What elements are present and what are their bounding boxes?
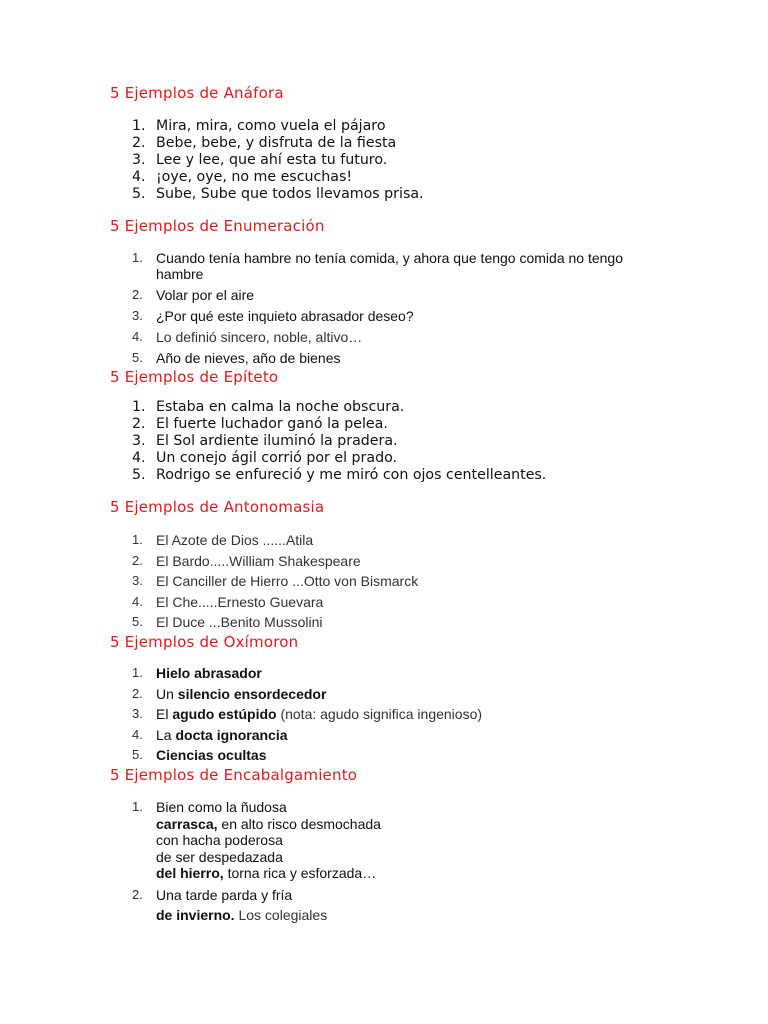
list-item: 4. ¡oye, oye, no me escuchas! [132, 169, 353, 185]
list-item: 2. Un silencio ensordecedor [132, 685, 327, 702]
list-item: 5. El Duce ...Benito Mussolini [132, 614, 323, 630]
list-enumeracion [118, 250, 658, 366]
list-oximoron [118, 665, 718, 763]
verse-line: del hierro, torna rica y esforzada… [156, 865, 377, 881]
verse-line: con hacha poderosa [156, 832, 283, 848]
verse-line: Una tarde parda y fría [156, 886, 293, 903]
list-item: 5. Ciencias ocultas [132, 747, 267, 763]
heading-antonomasia: 5 Ejemplos de Antonomasia [110, 498, 325, 516]
list-item: 1. El Azote de Dios ......Atila [132, 532, 314, 548]
list-anafora [118, 118, 718, 203]
list-item: 2. Volar por el aire [132, 287, 255, 303]
list-item: 1. Hielo abrasador [132, 665, 262, 681]
verse-line: carrasca, en alto risco desmochada [156, 815, 381, 832]
list-item: 2. Una tarde parda y fría de invierno. Los colegiales [118, 887, 718, 924]
list-item: 1. Cuando tenía hambre no tenía comida, y ahora que tengo comida no tengo hambre [132, 250, 623, 282]
heading-oximoron: 5 Ejemplos de Oxímoron [110, 633, 299, 651]
list-encabalgamiento [118, 799, 718, 924]
list-item: 3. El Sol ardiente iluminó la pradera. [132, 433, 398, 449]
heading-epiteto: 5 Ejemplos de Epíteto [110, 368, 279, 386]
list-item: 1. Mira, mira, como vuela el pájaro [132, 118, 386, 134]
list-item: 5. Sube, Sube que todos llevamos prisa. [132, 186, 424, 202]
list-item: 5. Rodrigo se enfureció y me miró con ojos centelleantes. [132, 467, 547, 483]
list-item: 3. ¿Por qué este inquieto abrasador deseo? [132, 308, 414, 324]
list-item: 2. El fuerte luchador ganó la pelea. [132, 416, 388, 432]
list-item: 2. El Bardo.....William Shakespeare [132, 552, 361, 569]
heading-enumeracion: 5 Ejemplos de Enumeración [110, 217, 325, 235]
list-item: 5. Año de nieves, año de bienes [132, 350, 341, 366]
list-antonomasia [118, 532, 718, 630]
list-item: 1. Bien como la ñudosa carrasca, en alto risco desmochada con hacha poderosa de ser despedazada del hierro, torna rica y esforzada… [118, 799, 718, 882]
list-epiteto [118, 399, 718, 484]
verse-line: Bien como la ñudosa [156, 799, 287, 815]
list-item: 4. Lo definió sincero, noble, altivo… [132, 329, 363, 345]
heading-anafora: 5 Ejemplos de Anáfora [110, 84, 284, 102]
verse-line: de ser despedazada [156, 848, 283, 865]
verse-line: de invierno. Los colegiales [156, 907, 328, 923]
list-item: 3. El agudo estúpido (nota: agudo significa ingenioso) [132, 706, 483, 722]
list-item: 4. La docta ignorancia [132, 726, 288, 743]
list-item: 4. El Che.....Ernesto Guevara [132, 593, 324, 610]
list-item: 3. El Canciller de Hierro ...Otto von Bismarck [132, 573, 419, 589]
list-item: 2. Bebe, bebe, y disfruta de la fiesta [132, 135, 397, 151]
heading-encabalgamiento: 5 Ejemplos de Encabalgamiento [110, 766, 358, 784]
list-item: 4. Un conejo ágil corrió por el prado. [132, 450, 398, 466]
list-item: 1. Estaba en calma la noche obscura. [132, 399, 405, 415]
list-item: 3. Lee y lee, que ahí esta tu futuro. [132, 152, 388, 168]
